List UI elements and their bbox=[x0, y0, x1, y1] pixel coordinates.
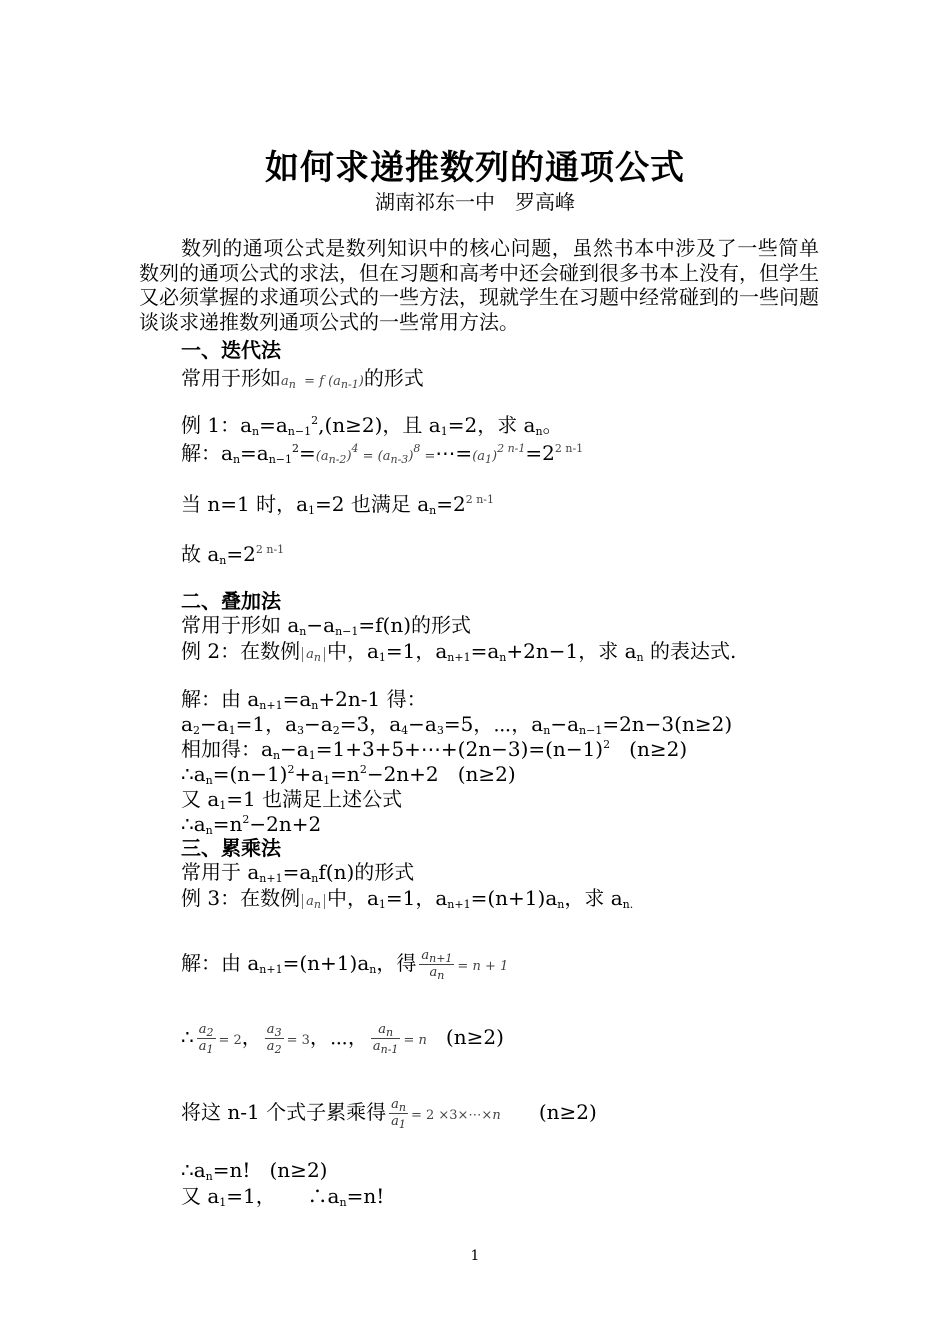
section-2-heading: 二、叠加法 bbox=[181, 589, 281, 613]
solution-3-ratios: ∴ $\frac{a_2}{a_1}$ = 2， $\frac{a_3}{a_2}$ = 3，⋯， $\frac{a_n}{a_{n-1}}$ = n (n≥2) bbox=[181, 1022, 504, 1056]
solution-1: 解：$a_n=a_{n-1}^2=(a_{n-2})^4 = (a_{n-3})^8$ $=\cdots=(a_1)^{2 n-1}=2^{2 n-1}$ bbox=[181, 441, 584, 466]
solution-2-diffs: $a_2-a_1=1$，$a_3-a_2=3$，$a_4-a_3=5$，⋯，$a_n-a_{n-1}=2n-3(n\ge 2)$ bbox=[181, 712, 733, 737]
intro-paragraph: 数列的通项公式是数列知识中的核心问题，虽然书本中涉及了一些简单数列的通项公式的求法，但在习题和高考中还会碰到很多书本上没有，但学生又必须掌握的求通项公式的一些方法，现就学生在习题中经常碰到的一些问题谈谈求递推数列通项公式的一些常用方法。 bbox=[139, 236, 819, 334]
section-3-form: 常用于 $a_{n+1}=a_nf(n)$的形式 bbox=[181, 860, 415, 885]
solution-2-final: $\therefore a_n=n^2-2n+2$ bbox=[181, 812, 322, 837]
solution-3-intro: 解：由 $a_{n+1}=(n+1)a_n$，得 $\frac{a_{n+1}}{a_n}$ = n + 1 bbox=[181, 948, 509, 982]
example-2: 例 2：在数例 $a_n$ 中，$a_1=1$，$a_{n+1}=a_n+2n-1$，求 $a_n$ 的表达式. bbox=[181, 639, 737, 664]
section-1-form: 常用于形如$a_n = f$ $(a_{n-1})$的形式 bbox=[181, 366, 424, 391]
solution-2-sum: 相加得：$a_n-a_1=1+3+5+\cdots+(2n-3)=(n-1)^2$ (n≥2) bbox=[181, 737, 688, 762]
section-2-form: 常用于形如 $a_n-a_{n-1}=f(n)$的形式 bbox=[181, 613, 472, 638]
solution-2-result: $\therefore a_n=(n-1)^2+a_1=n^2-2n+2$ (n≥2) bbox=[181, 762, 516, 787]
solution-3-product: 将这 n-1 个式子累乘得 $\frac{a_n}{a_1}$ = 2 ×3×⋯×n (n≥2) bbox=[181, 1097, 597, 1131]
author-line: 湖南祁东一中 罗高峰 bbox=[375, 190, 575, 214]
example-1: 例 1：$a_n=a_{n-1}^2,(n\ge 2)$，且 $a_1=2$，求 $a_n$。 bbox=[181, 413, 563, 438]
page-number: 1 bbox=[470, 1248, 480, 1264]
example-3: 例 3：在数例 $a_n$ 中，$a_1=1$，$a_{n+1}=(n+1)a_n$，求 $a_{n.}$ bbox=[181, 886, 634, 911]
solution-3-result: $\therefore a_n=n$! (n≥2) bbox=[181, 1158, 328, 1183]
section-1-heading: 一、迭代法 bbox=[181, 338, 281, 362]
check-1: 当 n=1 时，$a_1=2$ 也满足 $a_n=2^{2 n-1}$ bbox=[181, 492, 495, 517]
solution-3-final: 又 $a_1=1$， $\therefore a_n=n$! bbox=[181, 1184, 385, 1209]
conclusion-1: 故 $a_n=2^{2 n-1}$ bbox=[181, 542, 285, 567]
solution-2-also: 又 $a_1=1$ 也满足上述公式 bbox=[181, 787, 403, 812]
solution-2-intro: 解：由 $a_{n+1}=a_n+2n-1$ 得： bbox=[181, 687, 427, 712]
section-3-heading: 三、累乘法 bbox=[181, 836, 281, 860]
page-title: 如何求递推数列的通项公式 bbox=[265, 148, 685, 188]
